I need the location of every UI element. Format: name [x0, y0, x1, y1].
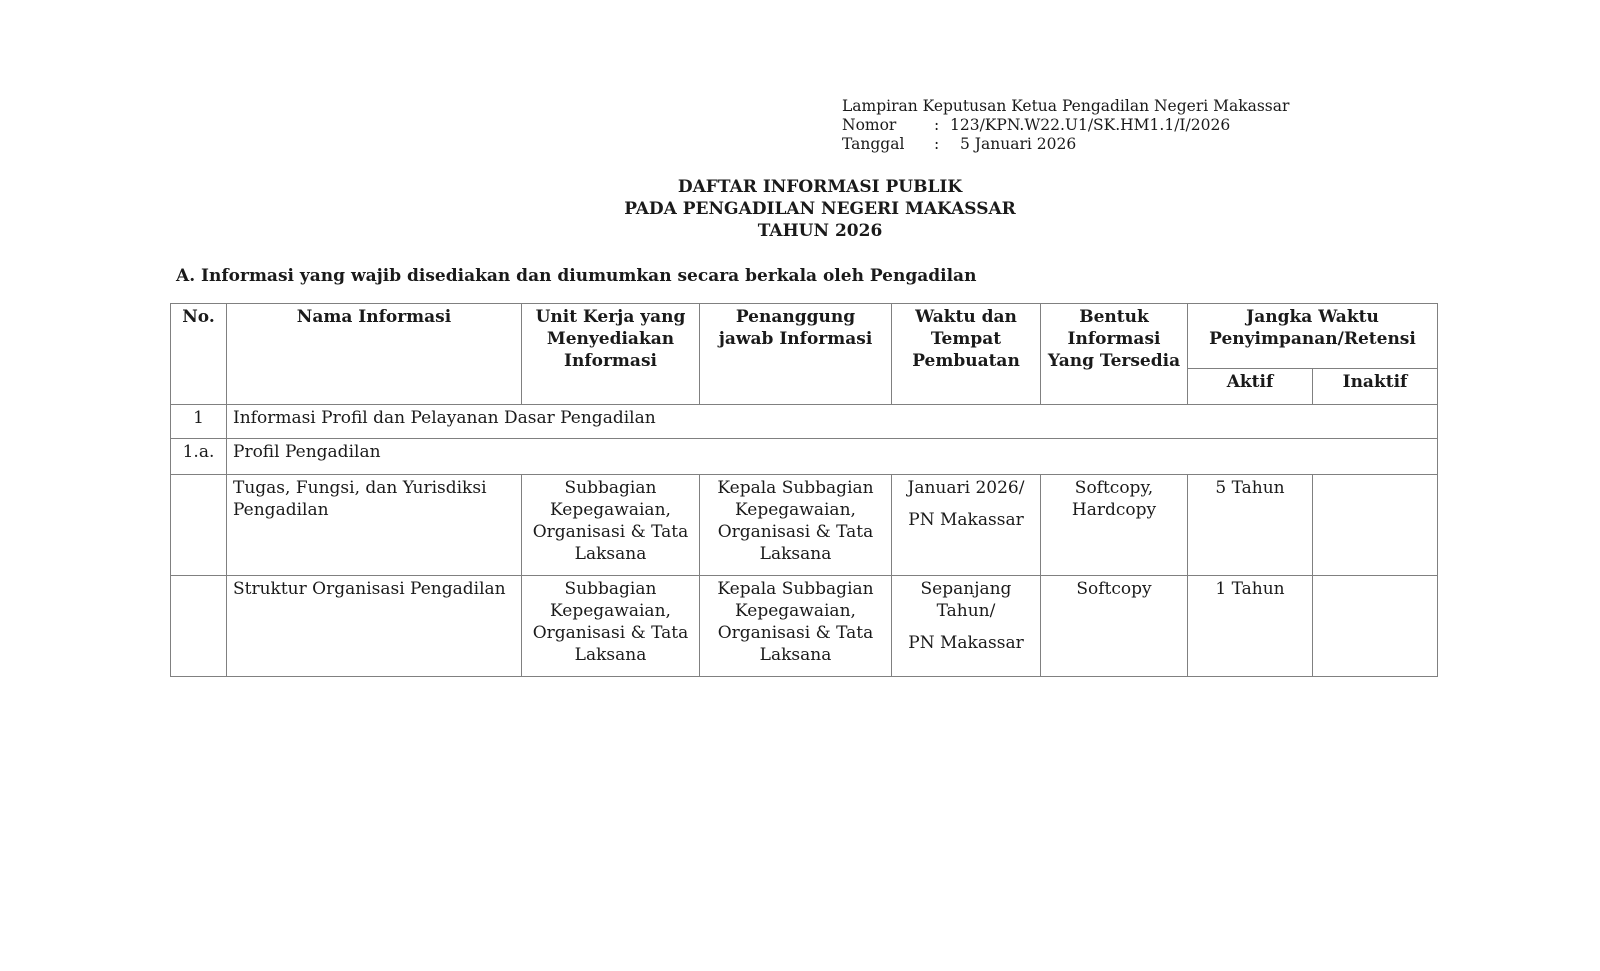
nomor-value: 123/KPN.W22.U1/SK.HM1.1/I/2026 [950, 116, 1231, 134]
header-unit-kerja: Unit Kerja yang Menyediakan Informasi [522, 304, 700, 405]
row-penanggung-jawab: Kepala Subbagian Kepegawaian, Organisasi & Tata Laksana [700, 576, 892, 677]
title-line-1: DAFTAR INFORMASI PUBLIK [677, 177, 963, 197]
lampiran-block [842, 97, 1289, 154]
information-table [170, 303, 1438, 677]
row-waktu-tempat [892, 475, 1041, 576]
document-title [0, 176, 1600, 242]
row-aktif: 5 Tahun [1188, 475, 1313, 576]
title-line-2: PADA PENGADILAN NEGERI MAKASSAR [624, 199, 1016, 219]
tanggal-value: 5 Januari 2026 [960, 135, 1077, 153]
row-tempat: PN Makassar [908, 510, 1024, 530]
header-nama-informasi: Nama Informasi [227, 304, 522, 405]
row-bentuk-informasi: Softcopy [1041, 576, 1188, 677]
group-row-1a [171, 439, 1438, 475]
group-1-number: 1 [171, 405, 227, 439]
nomor-separator: : [934, 116, 940, 134]
tanggal-label: Tanggal [842, 135, 905, 153]
title-line-3: TAHUN 2026 [757, 221, 883, 241]
row-penanggung-jawab: Kepala Subbagian Kepegawaian, Organisasi & Tata Laksana [700, 475, 892, 576]
nomor-line [842, 116, 1289, 135]
header-inaktif: Inaktif [1313, 369, 1438, 405]
table-row [171, 475, 1438, 576]
row-inaktif [1313, 475, 1438, 576]
tanggal-separator: : [934, 135, 940, 153]
row-number [171, 576, 227, 677]
row-tempat: PN Makassar [908, 633, 1024, 653]
header-jangka-waktu: Jangka Waktu Penyimpanan/Retensi [1188, 304, 1438, 369]
row-nama-informasi: Struktur Organisasi Pengadilan [227, 576, 522, 677]
row-number [171, 475, 227, 576]
tanggal-line [842, 135, 1289, 154]
lampiran-title: Lampiran Keputusan Ketua Pengadilan Negeri Makassar [842, 97, 1290, 115]
header-no: No. [171, 304, 227, 405]
header-penanggung-jawab: Penanggung jawab Informasi [700, 304, 892, 405]
group-1-label: Informasi Profil dan Pelayanan Dasar Pengadilan [227, 405, 1438, 439]
row-inaktif [1313, 576, 1438, 677]
row-unit-kerja: Subbagian Kepegawaian, Organisasi & Tata Laksana [522, 475, 700, 576]
table-row [171, 576, 1438, 677]
row-aktif: 1 Tahun [1188, 576, 1313, 677]
group-1a-label: Profil Pengadilan [227, 439, 1438, 475]
group-row-1 [171, 405, 1438, 439]
header-row-1 [171, 304, 1438, 369]
row-nama-informasi: Tugas, Fungsi, dan Yurisdiksi Pengadilan [227, 475, 522, 576]
row-waktu: Januari 2026/ [907, 478, 1025, 498]
row-waktu-tempat [892, 576, 1041, 677]
section-a-heading: A. Informasi yang wajib disediakan dan diumumkan secara berkala oleh Pengadilan [176, 266, 977, 286]
group-1a-number: 1.a. [171, 439, 227, 475]
row-waktu: Sepanjang Tahun/ [920, 579, 1012, 621]
row-unit-kerja: Subbagian Kepegawaian, Organisasi & Tata Laksana [522, 576, 700, 677]
header-waktu-tempat: Waktu dan Tempat Pembuatan [892, 304, 1041, 405]
row-bentuk-informasi: Softcopy, Hardcopy [1041, 475, 1188, 576]
header-bentuk-informasi: Bentuk Informasi Yang Tersedia [1041, 304, 1188, 405]
nomor-label: Nomor [842, 116, 897, 134]
header-aktif: Aktif [1188, 369, 1313, 405]
